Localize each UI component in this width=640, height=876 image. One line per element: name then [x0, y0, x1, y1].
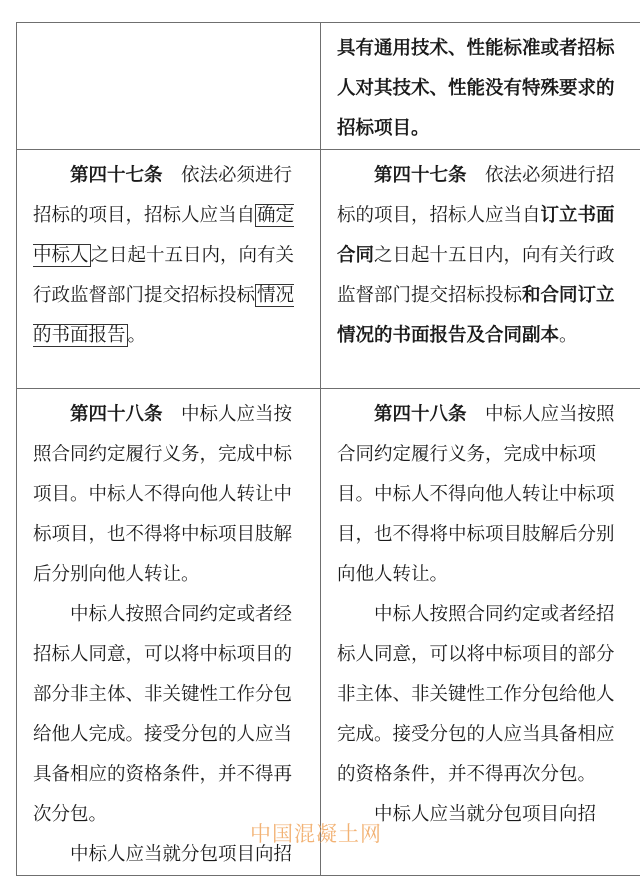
- article-text: 中标人应当按照合同约定履行义务，完成中标项目。中标人不得向他人转让中标项目，也不得将中标项目肢解后分别向他人转让。: [336, 404, 615, 585]
- article-48-new-p2: 中标人按照合同约定或者经招标人同意，可以将中标项目的部分非主体、非关键性工作分包给他人完成。接受分包的人应当具备相应的资格条件，并不得再次分包。: [336, 604, 615, 785]
- old-article-47: [17, 150, 321, 389]
- bold-text: 和合同订立情况的书面报告及合同副本: [336, 285, 615, 346]
- article-text: 。: [558, 325, 578, 346]
- article-title: 第四十八条: [373, 404, 467, 425]
- table-row: [17, 23, 640, 150]
- old-article-48: [17, 389, 321, 876]
- article-text: 依法必须进行招标的项目，招标人应当自: [336, 165, 615, 226]
- article-47-old-text: [33, 156, 308, 356]
- article-48-old-p3: 中标人应当就分包项目向招: [70, 844, 293, 865]
- old-text-cell: [17, 23, 321, 150]
- bold-text: 订立书面合同: [336, 205, 615, 266]
- watermark: 中国混凝土网: [250, 822, 382, 846]
- table-row: [17, 389, 640, 876]
- article-text: 依法必须进行招标的项目，招标人应当自: [33, 165, 293, 226]
- new-article-47: [320, 150, 640, 389]
- boxed-text: 情况的书面报告: [33, 285, 295, 346]
- article-47-new-text: [337, 156, 628, 356]
- comparison-table: [16, 22, 640, 876]
- new-text-cell: [320, 23, 640, 150]
- article-48-new-p1: [337, 395, 628, 595]
- new-row1-text: 具有通用技术、性能标准或者招标人对其技术、性能没有特殊要求的招标项目。: [336, 38, 615, 139]
- article-title: 第四十七条: [373, 165, 467, 186]
- article-48-new-p3: 中标人应当就分包项目向招: [373, 804, 596, 825]
- article-48-old-p1: [33, 395, 308, 595]
- article-text: 之日起十五日内，向有关行政监督部门提交招标投标: [33, 245, 295, 306]
- article-title: 第四十七条: [70, 165, 163, 186]
- article-text: 。: [127, 325, 147, 346]
- boxed-text: 确定中标人: [33, 205, 295, 266]
- article-title: 第四十八条: [70, 404, 163, 425]
- article-48-old-p2: 中标人按照合同约定或者经招标人同意，可以将中标项目的部分非主体、非关键性工作分包给他人完成。接受分包的人应当具备相应的资格条件，并不得再次分包。: [33, 604, 293, 825]
- article-text: 之日起十五日内，向有关行政监督部门提交招标投标: [336, 245, 615, 306]
- new-article-48: [320, 389, 640, 876]
- table-row: [17, 150, 640, 389]
- article-text: 中标人应当按照合同约定履行义务，完成中标项目。中标人不得向他人转让中标项目，也不得将中标项目肢解后分别向他人转让。: [33, 404, 293, 585]
